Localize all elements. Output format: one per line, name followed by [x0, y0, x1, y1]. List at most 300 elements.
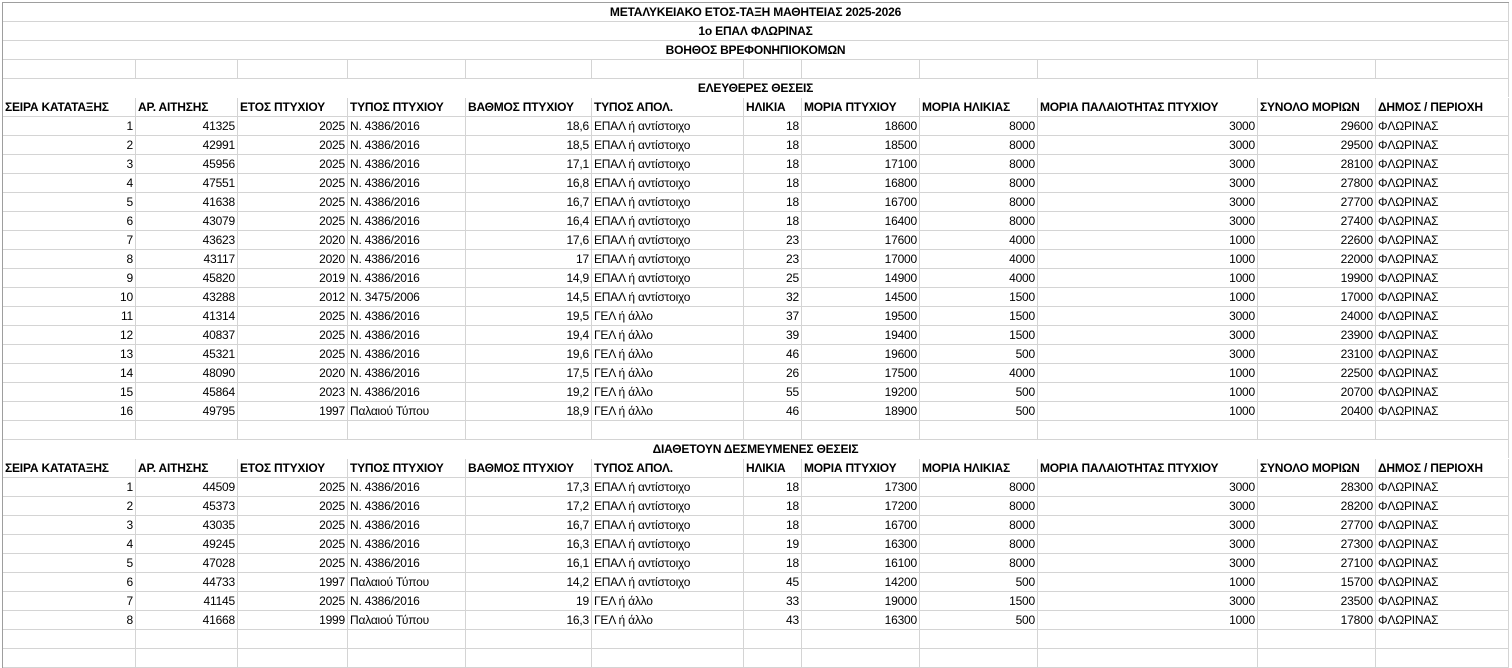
table-cell[interactable]: 1500 — [920, 592, 1038, 610]
table-cell[interactable]: ΦΛΩΡΙΝΑΣ — [1376, 231, 1509, 249]
table-cell[interactable]: 18 — [744, 155, 802, 173]
table-cell[interactable]: 16300 — [802, 611, 920, 629]
blank-row[interactable] — [3, 630, 1509, 649]
table-cell[interactable]: 45956 — [136, 155, 238, 173]
table-cell[interactable]: ΦΛΩΡΙΝΑΣ — [1376, 497, 1509, 515]
table-cell[interactable]: ΓΕΛ ή άλλο — [592, 611, 744, 629]
table-cell[interactable]: 27700 — [1258, 516, 1376, 534]
empty-cell[interactable] — [348, 630, 466, 648]
table-cell[interactable]: 14,5 — [466, 288, 592, 306]
title-row[interactable] — [3, 3, 1509, 22]
table-cell[interactable]: 1999 — [238, 611, 348, 629]
column-header[interactable]: ΤΥΠΟΣ ΑΠΟΛ. — [592, 98, 744, 116]
table-cell[interactable]: Ν. 4386/2016 — [348, 364, 466, 382]
table-cell[interactable]: 55 — [744, 383, 802, 401]
table-cell[interactable]: ΦΛΩΡΙΝΑΣ — [1376, 592, 1509, 610]
table-cell[interactable]: 1997 — [238, 573, 348, 591]
table-cell[interactable]: 7 — [3, 231, 136, 249]
table-cell[interactable]: 19,6 — [466, 345, 592, 363]
table-cell[interactable]: 8 — [3, 250, 136, 268]
table-cell[interactable]: 5 — [3, 193, 136, 211]
table-cell[interactable]: 8000 — [920, 174, 1038, 192]
table-cell[interactable]: 2025 — [238, 193, 348, 211]
table-cell[interactable]: 500 — [920, 573, 1038, 591]
table-cell[interactable]: 45373 — [136, 497, 238, 515]
table-cell[interactable]: ΦΛΩΡΙΝΑΣ — [1376, 611, 1509, 629]
table-cell[interactable]: 42991 — [136, 136, 238, 154]
column-header[interactable]: ΒΑΘΜΟΣ ΠΤΥΧΙΟΥ — [466, 98, 592, 116]
table-cell[interactable]: 23500 — [1258, 592, 1376, 610]
table-cell[interactable]: 19900 — [1258, 269, 1376, 287]
table-cell[interactable]: 8000 — [920, 155, 1038, 173]
table-cell[interactable]: 18900 — [802, 402, 920, 420]
table-cell[interactable]: 2025 — [238, 592, 348, 610]
table-cell[interactable]: 1000 — [1038, 250, 1258, 268]
empty-cell[interactable] — [920, 421, 1038, 439]
column-header[interactable]: ΔΗΜΟΣ / ΠΕΡΙΟΧΗ — [1376, 98, 1509, 116]
empty-cell[interactable] — [802, 649, 920, 667]
table-cell[interactable]: 22600 — [1258, 231, 1376, 249]
table-row[interactable] — [3, 231, 1509, 250]
table-cell[interactable]: 33 — [744, 592, 802, 610]
table-cell[interactable]: 6 — [3, 573, 136, 591]
table-cell[interactable]: 18 — [744, 212, 802, 230]
table-cell[interactable]: 2012 — [238, 288, 348, 306]
table-cell[interactable]: 500 — [920, 402, 1038, 420]
table-cell[interactable]: 1000 — [1038, 573, 1258, 591]
empty-cell[interactable] — [920, 630, 1038, 648]
table-cell[interactable]: 2025 — [238, 326, 348, 344]
table-row[interactable] — [3, 554, 1509, 573]
table-cell[interactable]: ΦΛΩΡΙΝΑΣ — [1376, 117, 1509, 135]
table-cell[interactable]: ΕΠΑΛ ή αντίστοιχο — [592, 573, 744, 591]
table-cell[interactable]: 2025 — [238, 535, 348, 553]
table-row[interactable] — [3, 592, 1509, 611]
empty-cell[interactable] — [3, 630, 136, 648]
section-title[interactable]: ΕΛΕΥΘΕΡΕΣ ΘΕΣΕΙΣ — [3, 79, 1509, 97]
empty-cell[interactable] — [920, 60, 1038, 78]
table-cell[interactable]: 18,5 — [466, 136, 592, 154]
table-cell[interactable]: 2019 — [238, 269, 348, 287]
table-cell[interactable]: 14200 — [802, 573, 920, 591]
empty-cell[interactable] — [348, 421, 466, 439]
table-cell[interactable]: 18600 — [802, 117, 920, 135]
empty-cell[interactable] — [802, 630, 920, 648]
table-cell[interactable]: 49245 — [136, 535, 238, 553]
table-cell[interactable]: 500 — [920, 611, 1038, 629]
table-cell[interactable]: ΕΠΑΛ ή αντίστοιχο — [592, 250, 744, 268]
table-row[interactable] — [3, 136, 1509, 155]
table-cell[interactable]: ΕΠΑΛ ή αντίστοιχο — [592, 193, 744, 211]
table-row[interactable] — [3, 478, 1509, 497]
table-cell[interactable]: Ν. 4386/2016 — [348, 592, 466, 610]
table-cell[interactable]: 14 — [3, 364, 136, 382]
table-cell[interactable]: ΦΛΩΡΙΝΑΣ — [1376, 250, 1509, 268]
column-header[interactable]: ΕΤΟΣ ΠΤΥΧΙΟΥ — [238, 98, 348, 116]
table-cell[interactable]: 4000 — [920, 364, 1038, 382]
table-cell[interactable]: ΦΛΩΡΙΝΑΣ — [1376, 402, 1509, 420]
table-cell[interactable]: 19600 — [802, 345, 920, 363]
table-cell[interactable]: 3000 — [1038, 307, 1258, 325]
sheet-title[interactable]: ΜΕΤΑΛΥΚΕΙΑΚΟ ΕΤΟΣ-ΤΑΞΗ ΜΑΘΗΤΕΙΑΣ 2025-2026 — [3, 3, 1509, 21]
table-cell[interactable]: 24000 — [1258, 307, 1376, 325]
table-cell[interactable]: ΕΠΑΛ ή αντίστοιχο — [592, 288, 744, 306]
table-cell[interactable]: 8000 — [920, 117, 1038, 135]
column-header[interactable]: ΜΟΡΙΑ ΠΤΥΧΙΟΥ — [802, 459, 920, 477]
table-cell[interactable]: 17600 — [802, 231, 920, 249]
empty-cell[interactable] — [1038, 649, 1258, 667]
table-cell[interactable]: 39 — [744, 326, 802, 344]
column-header[interactable]: ΗΛΙΚΙΑ — [744, 98, 802, 116]
empty-cell[interactable] — [136, 60, 238, 78]
table-cell[interactable]: 1000 — [1038, 611, 1258, 629]
table-cell[interactable]: 22000 — [1258, 250, 1376, 268]
column-header[interactable]: ΣΥΝΟΛΟ ΜΟΡΙΩΝ — [1258, 98, 1376, 116]
table-cell[interactable]: 16 — [3, 402, 136, 420]
empty-cell[interactable] — [1376, 649, 1509, 667]
table-cell[interactable]: 4 — [3, 535, 136, 553]
table-cell[interactable]: 5 — [3, 554, 136, 572]
table-cell[interactable]: 41325 — [136, 117, 238, 135]
table-cell[interactable]: 44733 — [136, 573, 238, 591]
table-cell[interactable]: 45820 — [136, 269, 238, 287]
table-cell[interactable]: 3 — [3, 155, 136, 173]
table-cell[interactable]: ΦΛΩΡΙΝΑΣ — [1376, 535, 1509, 553]
empty-cell[interactable] — [1038, 421, 1258, 439]
empty-cell[interactable] — [238, 630, 348, 648]
column-header[interactable]: ΑΡ. ΑΙΤΗΣΗΣ — [136, 459, 238, 477]
table-cell[interactable]: 19 — [466, 592, 592, 610]
table-cell[interactable]: ΦΛΩΡΙΝΑΣ — [1376, 383, 1509, 401]
table-cell[interactable]: 43117 — [136, 250, 238, 268]
column-header[interactable]: ΔΗΜΟΣ / ΠΕΡΙΟΧΗ — [1376, 459, 1509, 477]
table-cell[interactable]: 28200 — [1258, 497, 1376, 515]
table-cell[interactable]: 32 — [744, 288, 802, 306]
empty-cell[interactable] — [136, 421, 238, 439]
table-cell[interactable]: 43 — [744, 611, 802, 629]
empty-cell[interactable] — [1376, 421, 1509, 439]
table-cell[interactable]: 23900 — [1258, 326, 1376, 344]
table-cell[interactable]: 17000 — [1258, 288, 1376, 306]
table-row[interactable] — [3, 497, 1509, 516]
section-title-row[interactable] — [3, 440, 1509, 459]
table-cell[interactable]: 1000 — [1038, 364, 1258, 382]
table-cell[interactable]: 14900 — [802, 269, 920, 287]
table-cell[interactable]: Ν. 4386/2016 — [348, 212, 466, 230]
empty-cell[interactable] — [744, 630, 802, 648]
table-cell[interactable]: 10 — [3, 288, 136, 306]
empty-cell[interactable] — [136, 649, 238, 667]
column-header[interactable]: ΒΑΘΜΟΣ ΠΤΥΧΙΟΥ — [466, 459, 592, 477]
table-cell[interactable]: 19,5 — [466, 307, 592, 325]
table-cell[interactable]: 41668 — [136, 611, 238, 629]
table-cell[interactable]: 3000 — [1038, 497, 1258, 515]
table-cell[interactable]: 18 — [744, 497, 802, 515]
table-cell[interactable]: 18 — [744, 174, 802, 192]
empty-cell[interactable] — [238, 60, 348, 78]
table-cell[interactable]: 8000 — [920, 535, 1038, 553]
table-cell[interactable]: 2025 — [238, 345, 348, 363]
table-cell[interactable]: 8000 — [920, 516, 1038, 534]
table-cell[interactable]: ΦΛΩΡΙΝΑΣ — [1376, 155, 1509, 173]
table-cell[interactable]: ΕΠΑΛ ή αντίστοιχο — [592, 516, 744, 534]
table-cell[interactable]: ΕΠΑΛ ή αντίστοιχο — [592, 554, 744, 572]
table-cell[interactable]: 16700 — [802, 193, 920, 211]
table-row[interactable] — [3, 117, 1509, 136]
empty-cell[interactable] — [1376, 630, 1509, 648]
table-cell[interactable]: 3000 — [1038, 174, 1258, 192]
table-cell[interactable]: 14500 — [802, 288, 920, 306]
table-cell[interactable]: 16,3 — [466, 535, 592, 553]
table-cell[interactable]: Ν. 4386/2016 — [348, 193, 466, 211]
table-cell[interactable]: 29500 — [1258, 136, 1376, 154]
table-cell[interactable]: 45 — [744, 573, 802, 591]
table-cell[interactable]: 43288 — [136, 288, 238, 306]
table-cell[interactable]: 4000 — [920, 269, 1038, 287]
table-cell[interactable]: ΦΛΩΡΙΝΑΣ — [1376, 307, 1509, 325]
table-cell[interactable]: 41314 — [136, 307, 238, 325]
column-header[interactable]: ΕΤΟΣ ΠΤΥΧΙΟΥ — [238, 459, 348, 477]
table-cell[interactable]: 3000 — [1038, 478, 1258, 496]
table-cell[interactable]: 40837 — [136, 326, 238, 344]
column-header[interactable]: ΜΟΡΙΑ ΠΑΛΑΙΟΤΗΤΑΣ ΠΤΥΧΙΟΥ — [1038, 459, 1258, 477]
table-cell[interactable]: 17,6 — [466, 231, 592, 249]
table-cell[interactable]: Παλαιού Τύπου — [348, 573, 466, 591]
table-row[interactable] — [3, 402, 1509, 421]
table-cell[interactable]: 46 — [744, 345, 802, 363]
table-cell[interactable]: Ν. 4386/2016 — [348, 231, 466, 249]
table-cell[interactable]: Ν. 3475/2006 — [348, 288, 466, 306]
empty-cell[interactable] — [802, 421, 920, 439]
table-cell[interactable]: Ν. 4386/2016 — [348, 117, 466, 135]
table-cell[interactable]: 2025 — [238, 516, 348, 534]
table-row[interactable] — [3, 383, 1509, 402]
table-cell[interactable]: Ν. 4386/2016 — [348, 307, 466, 325]
table-cell[interactable]: ΓΕΛ ή άλλο — [592, 345, 744, 363]
table-cell[interactable]: 2025 — [238, 307, 348, 325]
table-cell[interactable]: 15700 — [1258, 573, 1376, 591]
table-cell[interactable]: 8000 — [920, 497, 1038, 515]
empty-cell[interactable] — [744, 60, 802, 78]
table-cell[interactable]: 27100 — [1258, 554, 1376, 572]
empty-cell[interactable] — [592, 421, 744, 439]
table-cell[interactable]: 17 — [466, 250, 592, 268]
school-row[interactable] — [3, 22, 1509, 41]
table-cell[interactable]: 17500 — [802, 364, 920, 382]
table-cell[interactable]: Ν. 4386/2016 — [348, 155, 466, 173]
table-row[interactable] — [3, 250, 1509, 269]
table-cell[interactable]: 8000 — [920, 136, 1038, 154]
table-cell[interactable]: Ν. 4386/2016 — [348, 497, 466, 515]
table-cell[interactable]: 17,5 — [466, 364, 592, 382]
table-cell[interactable]: 2 — [3, 136, 136, 154]
table-cell[interactable]: 3000 — [1038, 326, 1258, 344]
table-cell[interactable]: 17,3 — [466, 478, 592, 496]
table-cell[interactable]: Παλαιού Τύπου — [348, 402, 466, 420]
column-header[interactable]: ΤΥΠΟΣ ΑΠΟΛ. — [592, 459, 744, 477]
table-cell[interactable]: ΦΛΩΡΙΝΑΣ — [1376, 288, 1509, 306]
table-cell[interactable]: 43035 — [136, 516, 238, 534]
school-name[interactable]: 1ο ΕΠΑΛ ΦΛΩΡΙΝΑΣ — [3, 22, 1509, 40]
table-cell[interactable]: Ν. 4386/2016 — [348, 345, 466, 363]
table-row[interactable] — [3, 345, 1509, 364]
table-cell[interactable]: 23100 — [1258, 345, 1376, 363]
empty-cell[interactable] — [744, 421, 802, 439]
section-title-row[interactable] — [3, 79, 1509, 98]
table-cell[interactable]: 1 — [3, 117, 136, 135]
table-cell[interactable]: Ν. 4386/2016 — [348, 478, 466, 496]
table-cell[interactable]: Ν. 4386/2016 — [348, 554, 466, 572]
table-cell[interactable]: 1997 — [238, 402, 348, 420]
empty-cell[interactable] — [3, 421, 136, 439]
table-cell[interactable]: Ν. 4386/2016 — [348, 326, 466, 344]
header-row[interactable] — [3, 459, 1509, 478]
table-cell[interactable]: ΕΠΑΛ ή αντίστοιχο — [592, 117, 744, 135]
table-cell[interactable]: 1500 — [920, 288, 1038, 306]
table-row[interactable] — [3, 155, 1509, 174]
table-cell[interactable]: 49795 — [136, 402, 238, 420]
table-cell[interactable]: 29600 — [1258, 117, 1376, 135]
table-row[interactable] — [3, 573, 1509, 592]
table-cell[interactable]: 17200 — [802, 497, 920, 515]
empty-cell[interactable] — [744, 649, 802, 667]
table-cell[interactable]: 2025 — [238, 155, 348, 173]
table-cell[interactable]: 17000 — [802, 250, 920, 268]
table-cell[interactable]: 8 — [3, 611, 136, 629]
empty-cell[interactable] — [136, 630, 238, 648]
table-cell[interactable]: 2025 — [238, 117, 348, 135]
table-cell[interactable]: 18 — [744, 136, 802, 154]
table-cell[interactable]: 1500 — [920, 307, 1038, 325]
table-cell[interactable]: 18500 — [802, 136, 920, 154]
empty-cell[interactable] — [466, 60, 592, 78]
column-header[interactable]: ΜΟΡΙΑ ΗΛΙΚΙΑΣ — [920, 98, 1038, 116]
table-cell[interactable]: 2025 — [238, 497, 348, 515]
table-cell[interactable]: 22500 — [1258, 364, 1376, 382]
table-cell[interactable]: 23 — [744, 250, 802, 268]
column-header[interactable]: ΗΛΙΚΙΑ — [744, 459, 802, 477]
table-cell[interactable]: 19500 — [802, 307, 920, 325]
table-cell[interactable]: 44509 — [136, 478, 238, 496]
column-header[interactable]: ΤΥΠΟΣ ΠΤΥΧΙΟΥ — [348, 459, 466, 477]
table-cell[interactable]: ΓΕΛ ή άλλο — [592, 326, 744, 344]
table-row[interactable] — [3, 364, 1509, 383]
table-cell[interactable]: 43079 — [136, 212, 238, 230]
table-cell[interactable]: Παλαιού Τύπου — [348, 611, 466, 629]
table-cell[interactable]: 14,9 — [466, 269, 592, 287]
table-cell[interactable]: 18,9 — [466, 402, 592, 420]
table-cell[interactable]: 16,1 — [466, 554, 592, 572]
header-row[interactable] — [3, 98, 1509, 117]
table-cell[interactable]: 2025 — [238, 554, 348, 572]
empty-cell[interactable] — [466, 649, 592, 667]
table-cell[interactable]: 17800 — [1258, 611, 1376, 629]
table-cell[interactable]: ΦΛΩΡΙΝΑΣ — [1376, 212, 1509, 230]
table-cell[interactable]: 43623 — [136, 231, 238, 249]
table-cell[interactable]: 2025 — [238, 478, 348, 496]
table-cell[interactable]: 1000 — [1038, 402, 1258, 420]
column-header[interactable]: ΣΕΙΡΑ ΚΑΤΑΤΑΞΗΣ — [3, 98, 136, 116]
table-cell[interactable]: 3000 — [1038, 117, 1258, 135]
table-row[interactable] — [3, 288, 1509, 307]
table-cell[interactable]: 20400 — [1258, 402, 1376, 420]
table-cell[interactable]: ΦΛΩΡΙΝΑΣ — [1376, 326, 1509, 344]
blank-row[interactable] — [3, 421, 1509, 440]
empty-cell[interactable] — [348, 649, 466, 667]
table-cell[interactable]: Ν. 4386/2016 — [348, 269, 466, 287]
blank-row[interactable] — [3, 60, 1509, 79]
table-cell[interactable]: ΦΛΩΡΙΝΑΣ — [1376, 174, 1509, 192]
table-cell[interactable]: 2020 — [238, 364, 348, 382]
table-cell[interactable]: 2025 — [238, 136, 348, 154]
table-cell[interactable]: 46 — [744, 402, 802, 420]
table-cell[interactable]: 16,4 — [466, 212, 592, 230]
table-cell[interactable]: ΕΠΑΛ ή αντίστοιχο — [592, 269, 744, 287]
table-cell[interactable]: ΕΠΑΛ ή αντίστοιχο — [592, 212, 744, 230]
table-cell[interactable]: ΦΛΩΡΙΝΑΣ — [1376, 269, 1509, 287]
table-cell[interactable]: ΕΠΑΛ ή αντίστοιχο — [592, 136, 744, 154]
table-cell[interactable]: 3000 — [1038, 136, 1258, 154]
column-header[interactable]: ΑΡ. ΑΙΤΗΣΗΣ — [136, 98, 238, 116]
empty-cell[interactable] — [348, 60, 466, 78]
table-cell[interactable]: 13 — [3, 345, 136, 363]
table-cell[interactable]: 3000 — [1038, 554, 1258, 572]
table-cell[interactable]: 17300 — [802, 478, 920, 496]
empty-cell[interactable] — [920, 649, 1038, 667]
table-cell[interactable]: 4 — [3, 174, 136, 192]
table-cell[interactable]: 1000 — [1038, 231, 1258, 249]
empty-cell[interactable] — [1258, 60, 1376, 78]
section-title[interactable]: ΔΙΑΘΕΤΟΥΝ ΔΕΣΜΕΥΜΕΝΕΣ ΘΕΣΕΙΣ — [3, 440, 1509, 458]
table-cell[interactable]: 7 — [3, 592, 136, 610]
table-cell[interactable]: 45321 — [136, 345, 238, 363]
table-cell[interactable]: 19 — [744, 535, 802, 553]
table-cell[interactable]: 16,7 — [466, 516, 592, 534]
table-cell[interactable]: 3000 — [1038, 155, 1258, 173]
table-cell[interactable]: 18 — [744, 117, 802, 135]
table-cell[interactable]: 3 — [3, 516, 136, 534]
empty-cell[interactable] — [1258, 421, 1376, 439]
table-cell[interactable]: 3000 — [1038, 535, 1258, 553]
table-cell[interactable]: 2023 — [238, 383, 348, 401]
table-cell[interactable]: 20700 — [1258, 383, 1376, 401]
table-cell[interactable]: 1000 — [1038, 288, 1258, 306]
table-cell[interactable]: Ν. 4386/2016 — [348, 516, 466, 534]
table-cell[interactable]: 3000 — [1038, 193, 1258, 211]
specialty-row[interactable] — [3, 41, 1509, 60]
table-cell[interactable]: 16300 — [802, 535, 920, 553]
table-cell[interactable]: 16700 — [802, 516, 920, 534]
empty-cell[interactable] — [1376, 60, 1509, 78]
empty-cell[interactable] — [238, 421, 348, 439]
table-cell[interactable]: Ν. 4386/2016 — [348, 136, 466, 154]
table-cell[interactable]: 48090 — [136, 364, 238, 382]
empty-cell[interactable] — [592, 649, 744, 667]
table-row[interactable] — [3, 535, 1509, 554]
table-cell[interactable]: ΕΠΑΛ ή αντίστοιχο — [592, 535, 744, 553]
table-cell[interactable]: 25 — [744, 269, 802, 287]
empty-cell[interactable] — [238, 649, 348, 667]
empty-cell[interactable] — [592, 630, 744, 648]
table-cell[interactable]: 23 — [744, 231, 802, 249]
empty-cell[interactable] — [1038, 630, 1258, 648]
table-cell[interactable]: 8000 — [920, 212, 1038, 230]
column-header[interactable]: ΣΥΝΟΛΟ ΜΟΡΙΩΝ — [1258, 459, 1376, 477]
table-cell[interactable]: 2025 — [238, 212, 348, 230]
table-cell[interactable]: ΦΛΩΡΙΝΑΣ — [1376, 554, 1509, 572]
table-cell[interactable]: 14,2 — [466, 573, 592, 591]
empty-cell[interactable] — [466, 630, 592, 648]
